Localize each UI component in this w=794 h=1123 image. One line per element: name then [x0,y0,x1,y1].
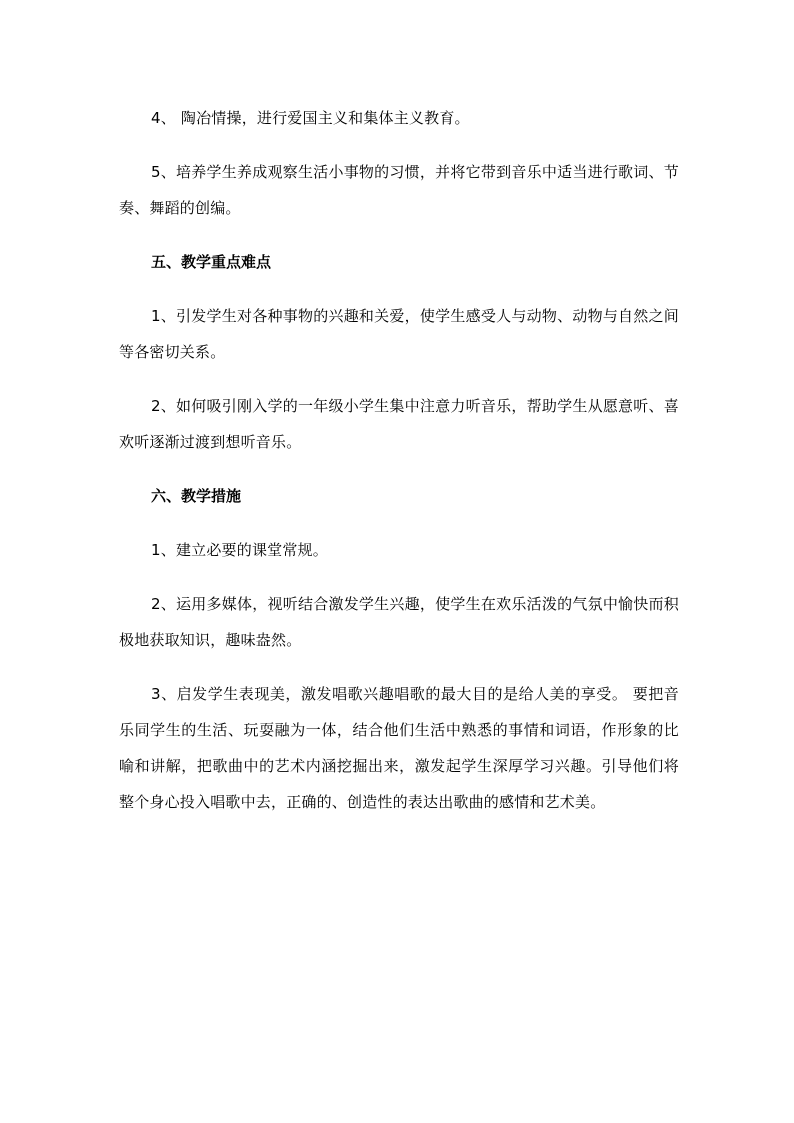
section-heading-key-difficulties: 五、教学重点难点 [151,253,272,271]
measure-item-2: 2、运用多媒体，视听结合激发学生兴趣，使学生在欢乐活泼的气氛中愉快而积极地获取知识，趣味盎然。 [119,595,679,649]
difficulty-item-1: 1、引发学生对各种事物的兴趣和关爱，使学生感受人与动物、动物与自然之间等各密切关系。 [119,307,679,361]
measure-item-3: 3、启发学生表现美，激发唱歌兴趣唱歌的最大目的是给人美的享受。 要把音乐同学生的生活、玩耍融为一体，结合他们生活中熟悉的事情和词语，作形象的比喻和讲解，把歌曲中的艺术内涵挖掘出来，激发起学生深厚学习兴趣。引导他们将整个身心投入唱歌中去，正确的、创造性的表达出歌曲的感情和艺术美。 [119,685,679,811]
item-4-cultivate-sentiment: 4、 陶冶情操，进行爱国主义和集体主义教育。 [151,109,470,127]
difficulty-item-2: 2、如何吸引刚入学的一年级小学生集中注意力听音乐，帮助学生从愿意听、喜欢听逐渐过渡到想听音乐。 [119,397,679,451]
document-body [119,100,679,838]
measure-item-1: 1、建立必要的课堂常规。 [151,541,328,559]
section-heading-teaching-measures: 六、教学措施 [151,487,242,505]
item-5-observation-habit: 5、培养学生养成观察生活小事物的习惯，并将它带到音乐中适当进行歌词、节奏、舞蹈的创编。 [119,163,679,217]
